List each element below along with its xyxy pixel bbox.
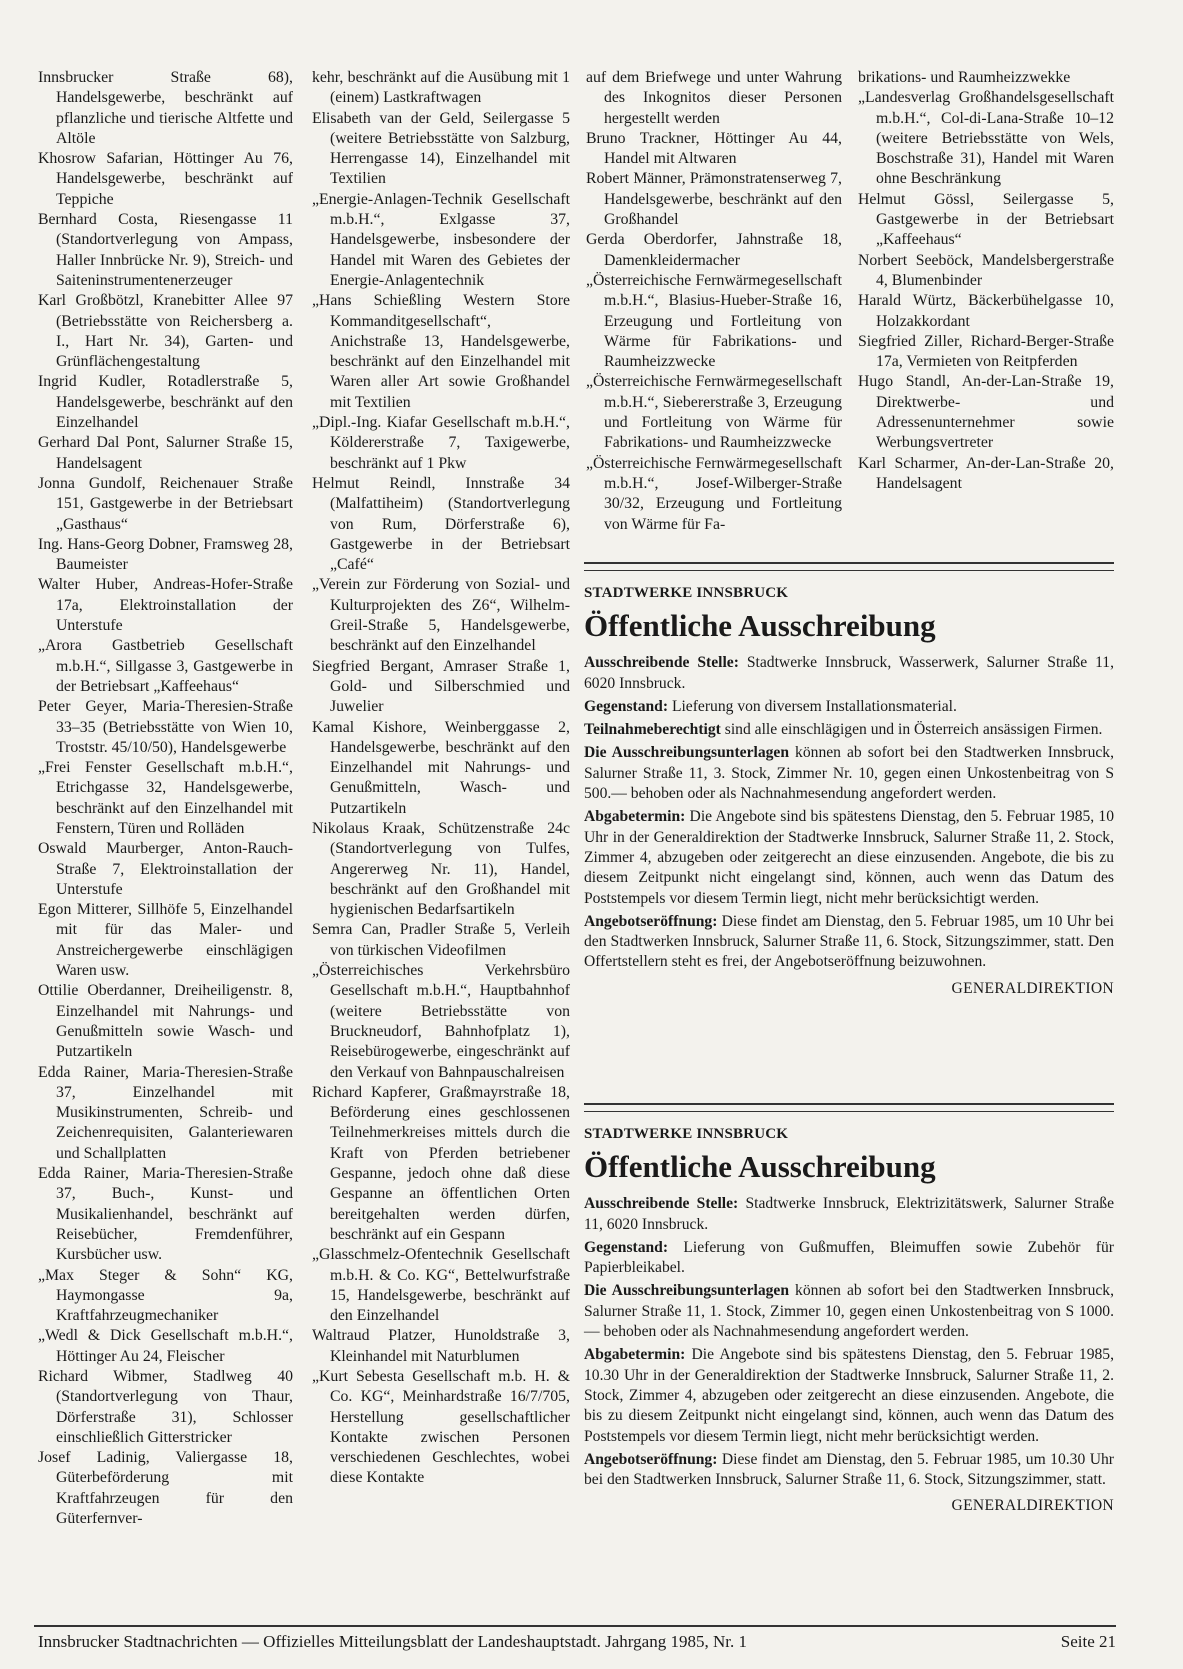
listing-entry: Kamal Kishore, Weinberggasse 2, Handelsgewerbe, beschränkt auf den Einzelhandel mit Nahrungs- und Genußmitteln, Wasch- und Putzartikeln xyxy=(312,718,570,817)
notice-label: Ausschreibende Stelle: xyxy=(584,1195,739,1213)
listing-entry: auf dem Briefwege und unter Wahrung des Inkognitos dieser Personen hergestellt werden xyxy=(586,69,842,127)
listing-column-1 xyxy=(38,68,293,1529)
listing-entry: Khosrow Safarian, Höttinger Au 76, Handelsgewerbe, beschränkt auf Teppiche xyxy=(38,150,293,208)
notice-label: Teilnahmeberechtigt xyxy=(584,721,721,739)
listing-entry: Bruno Trackner, Höttinger Au 44, Handel mit Altwaren xyxy=(586,129,842,168)
notice-paragraph xyxy=(584,1345,1114,1446)
listing-entry: Ing. Hans-Georg Dobner, Framsweg 28, Baumeister xyxy=(38,535,293,574)
notice-kicker: STADTWERKE INNSBRUCK xyxy=(584,1126,789,1142)
listing-entry: Egon Mitterer, Sillhöfe 5, Einzelhandel mit für das Maler- und Anstreichergewerbe einschlägigen Waren usw. xyxy=(38,901,293,980)
notice-paragraph xyxy=(584,697,1114,717)
notice-label: Angebotseröffnung: xyxy=(584,912,718,930)
listing-entry: Karl Scharmer, An-der-Lan-Straße 20, Handelsagent xyxy=(858,454,1114,492)
listing-entry: Helmut Reindl, Innstraße 34 (Malfattiheim) (Standortverlegung von Rum, Dörferstraße 6), Gastgewerbe in der Betriebsart „Café“ xyxy=(312,474,570,574)
listing-entry: Ottilie Oberdanner, Dreiheiligenstr. 8, Einzelhandel mit Nahrungs- und Genußmitteln sowie Wasch- und Putzartikeln xyxy=(38,982,293,1061)
notice-paragraph xyxy=(584,912,1114,973)
listing-entry: Peter Geyer, Maria-Theresien-Straße 33–35 (Betriebsstätte von Wien 10, Troststr. 45/10/50), Handelsgewerbe xyxy=(38,698,293,756)
listing-entry: Norbert Seeböck, Mandelsbergerstraße 4, Blumenbinder xyxy=(858,251,1114,289)
listing-entry: Hugo Standl, An-der-Lan-Straße 19, Direktwerbe- und Adressenunternehmer sowie Werbungsvertreter xyxy=(858,373,1114,452)
listing-entry: „Wedl & Dick Gesellschaft m.b.H.“, Höttinger Au 24, Fleischer xyxy=(38,1327,293,1365)
listing-entry: „Frei Fenster Gesellschaft m.b.H.“, Etrichgasse 32, Handelsgewerbe, beschränkt auf den Einzelhandel mit Fenstern, Türen und Rolläden xyxy=(38,759,293,837)
listing-entry: Elisabeth van der Geld, Seilergasse 5 (weitere Betriebsstätte von Salzburg, Herrengasse 14), Einzelhandel mit Textilien xyxy=(312,109,570,188)
listing-column-2 xyxy=(312,68,570,1489)
notice-paragraph xyxy=(584,1238,1114,1279)
listing-entry: „Hans Schießling Western Store Kommanditgesellschaft“, Anichstraße 13, Handelsgewerbe, beschränkt auf den Einzelhandel mit Waren aller Art sowie Großhandel mit Textilien xyxy=(312,292,570,411)
listing-entry: Gerhard Dal Pont, Salurner Straße 15, Handelsagent xyxy=(38,434,293,472)
notice-paragraph xyxy=(584,720,1114,740)
notice-paragraph xyxy=(584,1450,1114,1491)
notice-paragraph xyxy=(584,743,1114,804)
listing-entry: „Max Steger & Sohn“ KG, Haymongasse 9a, Kraftfahrzeugmechaniker xyxy=(38,1266,293,1325)
listing-entry: Innsbrucker Straße 68), Handelsgewerbe, beschränkt auf pflanzliche und tierische Altfette und Altöle xyxy=(38,69,293,147)
listing-entry: „Arora Gastbetrieb Gesellschaft m.b.H.“, Sillgasse 3, Gastgewerbe in der Betriebsart „Kaffeehaus“ xyxy=(38,637,293,695)
listing-entry: Edda Rainer, Maria-Theresien-Straße 37, Einzelhandel mit Musikinstrumenten, Schreib- und Zeichenrequisiten, Galanteriewaren und Schallplatten xyxy=(38,1063,293,1162)
page-footer xyxy=(38,1631,1116,1653)
listing-column-4 xyxy=(858,68,1114,494)
tender-notice-2 xyxy=(584,1124,1114,1517)
listing-column-3 xyxy=(586,68,842,535)
notice-paragraph xyxy=(584,653,1114,694)
notice-headline: Öffentliche Ausschreibung xyxy=(584,608,936,644)
listing-entry: „Energie-Anlagen-Technik Gesellschaft m.b.H.“, Exlgasse 37, Handelsgewerbe, insbesondere der Handel mit Waren des Gebietes der Energie-Anlagentechnik xyxy=(312,190,570,289)
listing-entry: Josef Ladinig, Valiergasse 18, Güterbeförderung mit Kraftfahrzeugen für den Güterfernver- xyxy=(38,1449,293,1528)
notice-text: Stadtwerke Innsbruck, Wasserwerk, Salurner Straße 11, 6020 Innsbruck. xyxy=(584,654,1114,692)
listing-entry: Gerda Oberdorfer, Jahnstraße 18, Damenkleidermacher xyxy=(586,231,842,269)
listing-entry: „Dipl.-Ing. Kiafar Gesellschaft m.b.H.“, Köldererstraße 7, Taxigewerbe, beschränkt auf 1 Pkw xyxy=(312,414,570,472)
listing-entry: Helmut Gössl, Seilergasse 5, Gastgewerbe in der Betriebsart „Kaffeehaus“ xyxy=(858,190,1114,249)
listing-entry: brikations- und Raumheizzwekke xyxy=(858,69,1071,86)
notice-headline: Öffentliche Ausschreibung xyxy=(584,1149,936,1185)
notice-text: Lieferung von Gußmuffen, Bleimuffen sowie Zubehör für Papierbleikabel. xyxy=(584,1238,1114,1277)
publication-line: Innsbrucker Stadtnachrichten — Offizielles Mitteilungsblatt der Landeshauptstadt. Jahrgang 1985, Nr. 1 xyxy=(38,1632,747,1651)
listing-entry: „Glasschmelz-Ofentechnik Gesellschaft m.b.H. & Co. KG“, Bettelwurfstraße 15, Handelsgewerbe, beschränkt auf den Einzelhandel xyxy=(312,1246,570,1325)
notice-text: können ab sofort bei den Stadtwerken Innsbruck, Salurner Straße 11, 1. Stock, Zimmer 10, gegen einen Unkostenbeitrag von S 1000.— behoben oder als Nachnahmesendung angefordert werden. xyxy=(584,1282,1114,1341)
listing-entry: „Österreichische Fernwärmegesellschaft m.b.H.“, Josef-Wilberger-Straße 30/32, Erzeugung und Fortleitung von Wärme für Fa- xyxy=(586,454,842,533)
listing-entry: Waltraud Platzer, Hunoldstraße 3, Kleinhandel mit Naturblumen xyxy=(312,1327,570,1365)
listing-entry: Oswald Maurberger, Anton-Rauch-Straße 7, Elektroinstallation der Unterstufe xyxy=(38,840,293,898)
listing-entry: Walter Huber, Andreas-Hofer-Straße 17a, Elektroinstallation der Unterstufe xyxy=(38,576,293,635)
notice-paragraph xyxy=(584,1194,1114,1235)
notice-kicker: STADTWERKE INNSBRUCK xyxy=(584,585,789,601)
notice-label: Die Ausschreibungsunterlagen xyxy=(584,1282,790,1300)
listing-entry: „Kurt Sebesta Gesellschaft m.b. H. & Co. KG“, Meinhardstraße 16/7/705, Herstellung gesellschaftlicher Kontakte zwischen Personen verschiedenen Geschlechtes, wobei diese Kontakte xyxy=(312,1368,570,1487)
notice-text: Die Angebote sind bis spätestens Dienstag, den 5. Februar 1985, 10 Uhr in der Generaldirektion der Stadtwerke Innsbruck, Salurner Straße 11, 2. Stock, Zimmer 4, abzugeben oder zeitgerecht an diese einzusenden. Angebote, die bis zu diesem Zeitpunkt nicht eingelangt sind, können, auch wenn das Datum des Poststempels vor diesem Termin liegt, nicht mehr berücksichtigt werden. xyxy=(584,808,1114,907)
notice-signature: GENERALDIREKTION xyxy=(951,1497,1114,1515)
footer-divider xyxy=(34,1625,1116,1627)
tender-notice-1 xyxy=(584,583,1114,999)
listing-entry: Edda Rainer, Maria-Theresien-Straße 37, Buch-, Kunst- und Musikalienhandel, beschränkt auf Reisebücher, Fremdenführer, Kursbücher usw. xyxy=(38,1165,293,1264)
listing-entry: Nikolaus Kraak, Schützenstraße 24c (Standortverlegung von Tulfes, Angererweg Nr. 11), Handel, beschränkt auf den Großhandel mit hygienischen Bedarfsartikeln xyxy=(312,819,570,919)
listing-entry: „Österreichische Fernwärmegesellschaft m.b.H.“, Blasius-Hueber-Straße 16, Erzeugung und Fortleitung von Wärme für Fabrikations- und Raumheizzwecke xyxy=(586,271,842,371)
notice-text: Diese findet am Dienstag, den 5. Februar 1985, um 10.30 Uhr bei den Stadtwerken Innsbruck, Salurner Straße 11, 6. Stock, Sitzungszimmer, statt. xyxy=(584,1450,1114,1489)
notice-paragraph xyxy=(584,1281,1114,1342)
listing-entry: Richard Wibmer, Stadlweg 40 (Standortverlegung von Thaur, Dörferstraße 31), Schlosser einschließlich Gitterstricker xyxy=(38,1368,293,1446)
notice-text: Diese findet am Dienstag, den 5. Februar 1985, um 10 Uhr bei den Stadtwerken Innsbruck, Salurner Straße 11, 6. Stock, Sitzungszimmer, statt. Den Offertstellern steht es frei, der Angebotseröffnung beizuwohnen. xyxy=(584,912,1114,971)
notice-text: Lieferung von diversem Installationsmaterial. xyxy=(668,697,957,715)
notice-label: Abgabetermin: xyxy=(584,808,686,826)
listing-entry: Robert Männer, Prämonstratenserweg 7, Handelsgewerbe, beschränkt auf den Großhandel xyxy=(586,170,842,229)
notice-label: Die Ausschreibungsunterlagen xyxy=(584,744,790,762)
notice-label: Gegenstand: xyxy=(584,697,669,715)
listing-entry: Harald Würtz, Bäckerbühelgasse 10, Holzakkordant xyxy=(858,292,1114,330)
listing-entry: Jonna Gundolf, Reichenauer Straße 151, Gastgewerbe in der Betriebsart „Gasthaus“ xyxy=(38,474,293,533)
notice-text: sind alle einschlägigen und in Österreich ansässigen Firmen. xyxy=(720,721,1103,739)
notice-signature: GENERALDIREKTION xyxy=(951,979,1114,997)
listing-entry: „Verein zur Förderung von Sozial- und Kulturprojekten des Z6“, Wilhelm-Greil-Straße 5, Handelsgewerbe, beschränkt auf den Einzelhandel xyxy=(312,576,570,655)
notice-label: Angebotseröffnung: xyxy=(584,1450,718,1468)
listing-entry: Siegfried Ziller, Richard-Berger-Straße 17a, Vermieten von Reitpferden xyxy=(858,332,1114,371)
listing-entry: Ingrid Kudler, Rotadlerstraße 5, Handelsgewerbe, beschränkt auf den Einzelhandel xyxy=(38,373,293,432)
listing-entry: kehr, beschränkt auf die Ausübung mit 1 (einem) Lastkraftwagen xyxy=(312,69,570,107)
listing-entry: Bernhard Costa, Riesengasse 11 (Standortverlegung von Ampass, Haller Innbrücke Nr. 9), Streich- und Saiteninstrumentenerzeuger xyxy=(38,211,293,289)
listing-entry: Siegfried Bergant, Amraser Straße 1, Gold- und Silberschmied und Juwelier xyxy=(312,657,570,716)
notice-divider xyxy=(584,1103,1114,1112)
listing-entry: Semra Can, Pradler Straße 5, Verleih von türkischen Videofilmen xyxy=(312,921,570,959)
listing-entry: „Landesverlag Großhandelsgesellschaft m.b.H.“, Col-di-Lana-Straße 10–12 (weitere Betriebsstätte von Wels, Boschstraße 31), Handel mit Waren ohne Beschränkung xyxy=(858,89,1114,188)
page-number: Seite 21 xyxy=(1060,1632,1116,1651)
notice-label: Gegenstand: xyxy=(584,1238,669,1256)
notice-text: können ab sofort bei den Stadtwerken Innsbruck, Salurner Straße 11, 3. Stock, Zimmer Nr. 10, gegen einen Unkostenbeitrag von S 500.— behoben oder als Nachnahmesendung angefordert werden. xyxy=(584,744,1114,803)
listing-entry: Richard Kapferer, Graßmayrstraße 18, Beförderung eines geschlossenen Teilnehmerkreises mittels durch die Kraft von Pferden betriebener Gespanne, jedoch ohne daß diese Gespanne an öffentlichen Orten bereitgehalten werden dürfen, beschränkt auf ein Gespann xyxy=(312,1083,570,1243)
listing-entry: „Österreichisches Verkehrsbüro Gesellschaft m.b.H.“, Hauptbahnhof (weitere Betriebsstätte von Bruckneudorf, Bahnhofplatz 1), Reisebürogewerbe, eingeschränkt auf den Verkauf von Bahnpauschalreisen xyxy=(312,962,570,1081)
listing-entry: „Österreichische Fernwärmegesellschaft m.b.H.“, Siebererstraße 3, Erzeugung und Fortleitung von Wärme für Fabrikations- und Raumheizzwecke xyxy=(586,373,842,452)
notice-paragraph xyxy=(584,807,1114,908)
notice-label: Ausschreibende Stelle: xyxy=(584,654,739,672)
notice-label: Abgabetermin: xyxy=(584,1346,686,1364)
notice-text: Die Angebote sind bis spätestens Dienstag, den 5. Februar 1985, 10.30 Uhr in der Generaldirektion der Stadtwerke Innsbruck, Salurner Straße 11, 2. Stock, Zimmer 4, abzugeben oder zeitgerecht an diese einzusenden. Angebote, die bis zu diesem Zeitpunkt nicht eingelangt sind, können, auch wenn das Datum des Poststempels vor diesem Termin liegt, nicht mehr berücksichtigt werden. xyxy=(584,1346,1114,1445)
listing-entry: Karl Großbötzl, Kranebitter Allee 97 (Betriebsstätte von Reichersberg a. I., Hart Nr. 34), Garten- und Grünflächengestaltung xyxy=(38,292,293,371)
notice-text: Stadtwerke Innsbruck, Elektrizitätswerk, Salurner Straße 11, 6020 Innsbruck. xyxy=(584,1195,1114,1233)
notice-divider xyxy=(584,562,1114,571)
